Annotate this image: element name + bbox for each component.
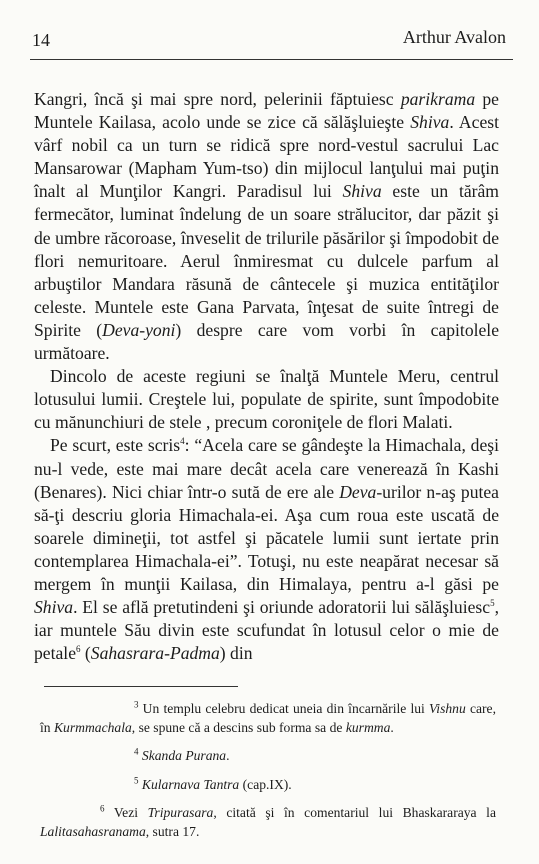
footnote bbox=[40, 747, 496, 766]
footnote-marker: 6 bbox=[76, 644, 81, 655]
running-head: Arthur Avalon bbox=[402, 27, 506, 47]
footnote bbox=[40, 776, 496, 795]
italic-text: Skanda Purana bbox=[141, 748, 227, 763]
italic-text: Shiva bbox=[342, 181, 382, 202]
italic-text: Tripurasara bbox=[147, 805, 214, 820]
text-run: Kangri, încă şi mai spre nord, pelerinii făptuiesc bbox=[34, 89, 401, 109]
paragraph bbox=[34, 88, 499, 365]
text-run: -urilor n-aş putea să-ţi descriu gloria Himachala-ei. Aşa cum roua este uscată de soarele dimineţii, tot astfel şi păcatele lumii sunt iertate prin contemplarea Himachala-ei”. Totuşi, nu este neapărat necesar să mergem în munţii Kailasa, din Himalaya, pentru a-l găsi pe bbox=[34, 481, 499, 594]
text-run: Pe scurt, este scris bbox=[50, 435, 181, 456]
italic-text: Shiva bbox=[410, 112, 450, 133]
body-text bbox=[34, 88, 499, 665]
footnote-marker: 3 bbox=[134, 699, 139, 710]
header-rule bbox=[30, 59, 513, 60]
text-run: Dincolo de aceste regiuni se înalţă Muntele Meru, centrul lotusului lumii. Creştele lui, populate de spirite, sunt împodobite cu mănunchiuri de stele , precum coroniţele de flori Malati. bbox=[34, 366, 499, 433]
italic-text: Lalitasahasranama bbox=[40, 823, 146, 839]
footnote bbox=[40, 700, 496, 737]
text-run: : “Acela care se gândeşte la Himachala, deşi nu-l vede, este mai mare decât acela care venerează în Kashi (Benares). Nici chiar într-o sută de ere ale bbox=[34, 435, 499, 502]
text-run: , citată şi în comentariul lui Bhaskararaya la bbox=[213, 805, 496, 820]
footnote-marker: 4 bbox=[180, 436, 185, 447]
italic-text: kurmma bbox=[345, 719, 391, 735]
footnote-marker: 4 bbox=[134, 746, 139, 757]
footnote bbox=[40, 804, 496, 841]
text-run: , sutra 17. bbox=[145, 823, 200, 839]
text-run: . bbox=[226, 748, 230, 763]
italic-text: Shiva bbox=[34, 597, 74, 618]
italic-text: Deva-yoni bbox=[102, 319, 176, 340]
text-run: Un templu celebru dedicat uneia din încarnările lui bbox=[138, 701, 430, 716]
italic-text: Kurmmachala bbox=[53, 719, 132, 735]
text-run: ( bbox=[80, 643, 91, 664]
italic-text: Sahasrara-Padma bbox=[90, 643, 220, 664]
footnote-marker: 6 bbox=[100, 803, 105, 814]
text-run: ) din bbox=[219, 643, 253, 664]
text-run: . Acest vârf nobil ca un turn se ridică spre nord-vestul sacrului Lac Mansarowar (Mapham Yum-tso) din mijlocul lanţului mai puţin înalt al Munţilor Kangri. Paradisul lui bbox=[34, 112, 499, 202]
text-run: ) despre care vom vorbi în capitolele următoare. bbox=[34, 319, 500, 364]
text-run: este un tărâm fermecător, luminat îndelung de un soare strălucitor, dar păzit şi de umbre răcoroase, înveselit de trilurile păsărilor şi împodobit de flori nemuritoare. Aerul înmiresmat cu dulcele parfum al arbuştilor Mandara răsună de cântecele şi muzica entităţilor celeste. Muntele este Gana Parvata, înţesat de suite întregi de Spirite ( bbox=[34, 181, 499, 340]
text-run: care, în bbox=[40, 701, 496, 735]
text-run: (cap.IX). bbox=[239, 776, 292, 792]
footnote-marker: 5 bbox=[490, 598, 495, 609]
footnotes bbox=[40, 700, 496, 851]
text-run: , iar muntele Său divin este scufundat în lotusul celor o mie de petale bbox=[34, 597, 499, 664]
text-run: . bbox=[390, 719, 394, 735]
italic-text: parikrama bbox=[400, 89, 476, 109]
text-run: , se spune că a descins sub forma sa de bbox=[131, 719, 346, 735]
paragraph bbox=[34, 434, 499, 665]
footnote-rule bbox=[44, 686, 238, 687]
italic-text: Deva bbox=[339, 481, 377, 502]
italic-text: Vishnu bbox=[429, 701, 466, 716]
page-number: 14 bbox=[32, 30, 50, 50]
text-run: pe Muntele Kailasa, acolo unde se zice că sălăşluieşte bbox=[34, 89, 499, 133]
footnote-marker: 5 bbox=[134, 774, 139, 785]
text-run: Vezi bbox=[104, 805, 148, 820]
italic-text: Kularnava Tantra bbox=[141, 776, 240, 792]
paragraph bbox=[34, 365, 499, 434]
text-run: . El se află pretutindeni şi oriunde adoratorii lui sălăşluiesc bbox=[73, 597, 491, 618]
